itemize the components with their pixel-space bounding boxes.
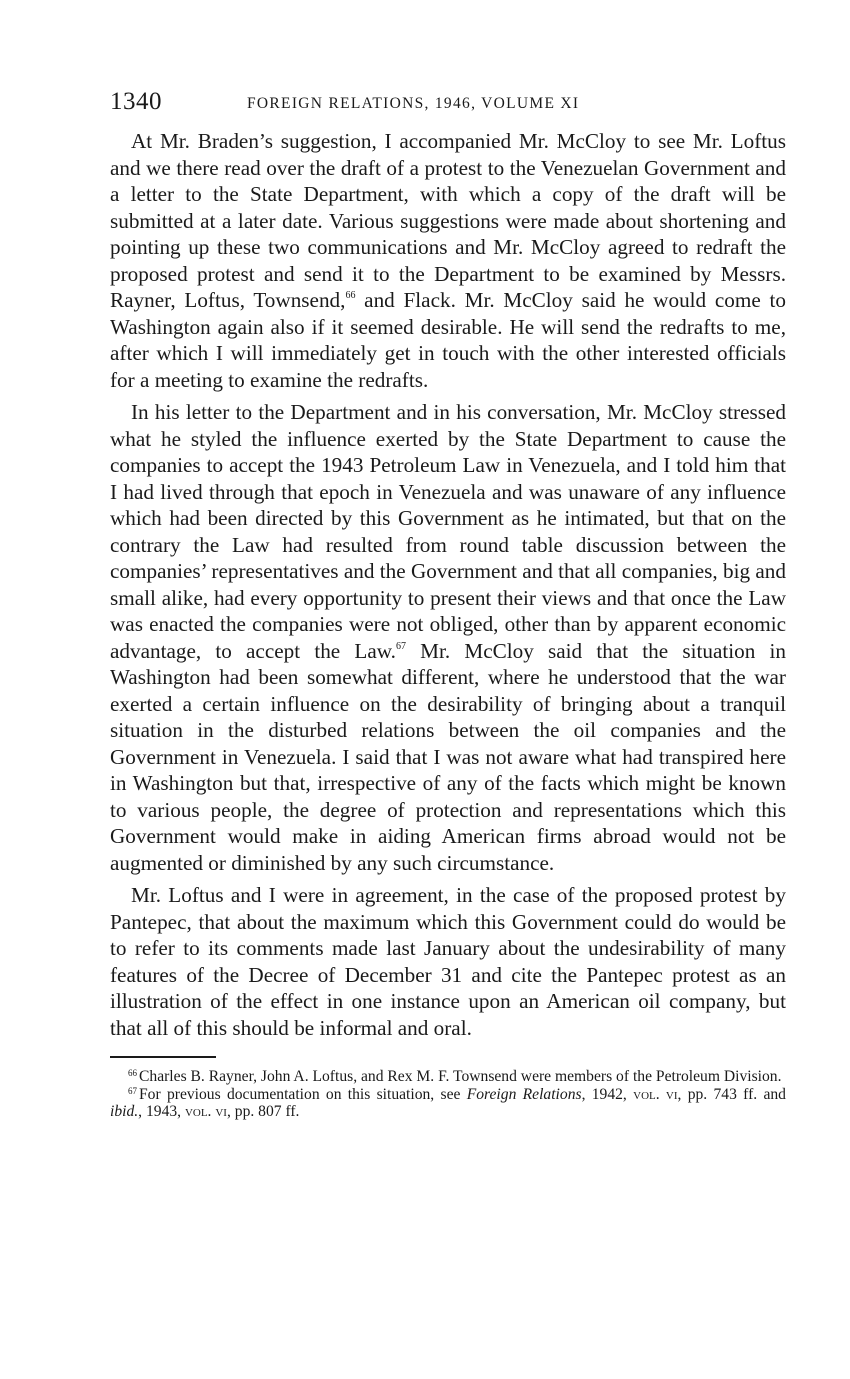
footnote-text: , 1942,	[581, 1085, 634, 1103]
footnote-text: , 1943,	[138, 1103, 185, 1120]
page-number: 1340	[110, 88, 162, 115]
footnote-reference: 67	[395, 640, 406, 652]
footnote-mark: 66	[128, 1068, 137, 1078]
citation-title: Foreign Relations	[466, 1085, 582, 1103]
body-text	[110, 128, 786, 1041]
paragraph	[110, 399, 786, 876]
footnote-text: , pp. 743 ff. and	[677, 1085, 786, 1103]
footnote-mark: 67	[128, 1085, 137, 1096]
footnote	[110, 1086, 786, 1121]
volume-ref: vol. vi	[633, 1085, 678, 1103]
footnote-text: Charles B. Rayner, John A. Loftus, and Rex M. F. Townsend were members of the Petroleum Division.	[139, 1068, 782, 1085]
page-header	[110, 88, 786, 122]
paragraph-text: Mr. McCloy said that the situation in Washington had been somewhat different, where he understood that the war exerted a certain influence on the desirability of bringing about a tranquil situation in the disturbed relations between the oil companies and the Government in Venezuela. I said that I was not aware what had transpired here in Washington but that, irrespective of any of the facts which might be known to various people, the degree of protection and representations which this Government would make in aiding American firms abroad would not be augmented or diminished by any such circumstance.	[110, 638, 787, 875]
paragraph-text: At Mr. Braden’s suggestion, I accompanied Mr. McCloy to see Mr. Loftus and we there read over the draft of a protest to the Venezuelan Government and a letter to the State Department, with which a copy of the draft will be submitted at a later date. Various suggestions were made about shortening and pointing up these two communications and Mr. McCloy agreed to redraft the proposed protest and send it to the Department to be examined by Messrs. Rayner, Loftus, Townsend,	[110, 129, 786, 312]
paragraph-text: and Flack. Mr. McCloy said he would come to Washington again also if it seemed desirable. He will send the redrafts to me, after which I will immediately get in touch with the other interested officials for a meeting to examine the redrafts.	[110, 288, 787, 392]
document-page	[110, 88, 786, 1121]
footnote	[110, 1068, 786, 1086]
footnotes	[110, 1068, 786, 1121]
footnote-text: For previous documentation on this situation, see	[139, 1085, 467, 1103]
footnote-divider	[110, 1056, 216, 1058]
footnote-reference: 66	[345, 290, 356, 301]
paragraph-text: Mr. Loftus and I were in agreement, in the case of the proposed protest by Pantepec, that about the maximum which this Government could do would be to refer to its comments made last January about the undesirability of many features of the Decree of December 31 and cite the Pantepec protest as an illustration of the effect in one instance upon an American oil company, but that all of this should be informal and oral.	[110, 883, 786, 1040]
volume-ref: vol. vi	[184, 1103, 227, 1120]
footnote-text: , pp. 807 ff.	[226, 1103, 300, 1120]
ibid-ref: ibid.	[110, 1103, 139, 1120]
paragraph-text: In his letter to the Department and in his conversation, Mr. McCloy stressed what he styled the influence exerted by the State Department to cause the companies to accept the 1943 Petroleum Law in Venezuela, and I told him that I had lived through that epoch in Venezuela and was unaware of any influence which had been directed by this Government as he intimated, but that on the contrary the Law had resulted from round table discussion between the companies’ representatives and the Government and that all companies, big and small alike, had every opportunity to present their views and that once the Law was enacted the companies were not obliged, other than by apparent economic advantage, to accept the Law.	[110, 400, 786, 663]
running-head: FOREIGN RELATIONS, 1946, VOLUME XI	[247, 95, 580, 112]
paragraph	[110, 882, 786, 1041]
paragraph	[110, 128, 786, 393]
